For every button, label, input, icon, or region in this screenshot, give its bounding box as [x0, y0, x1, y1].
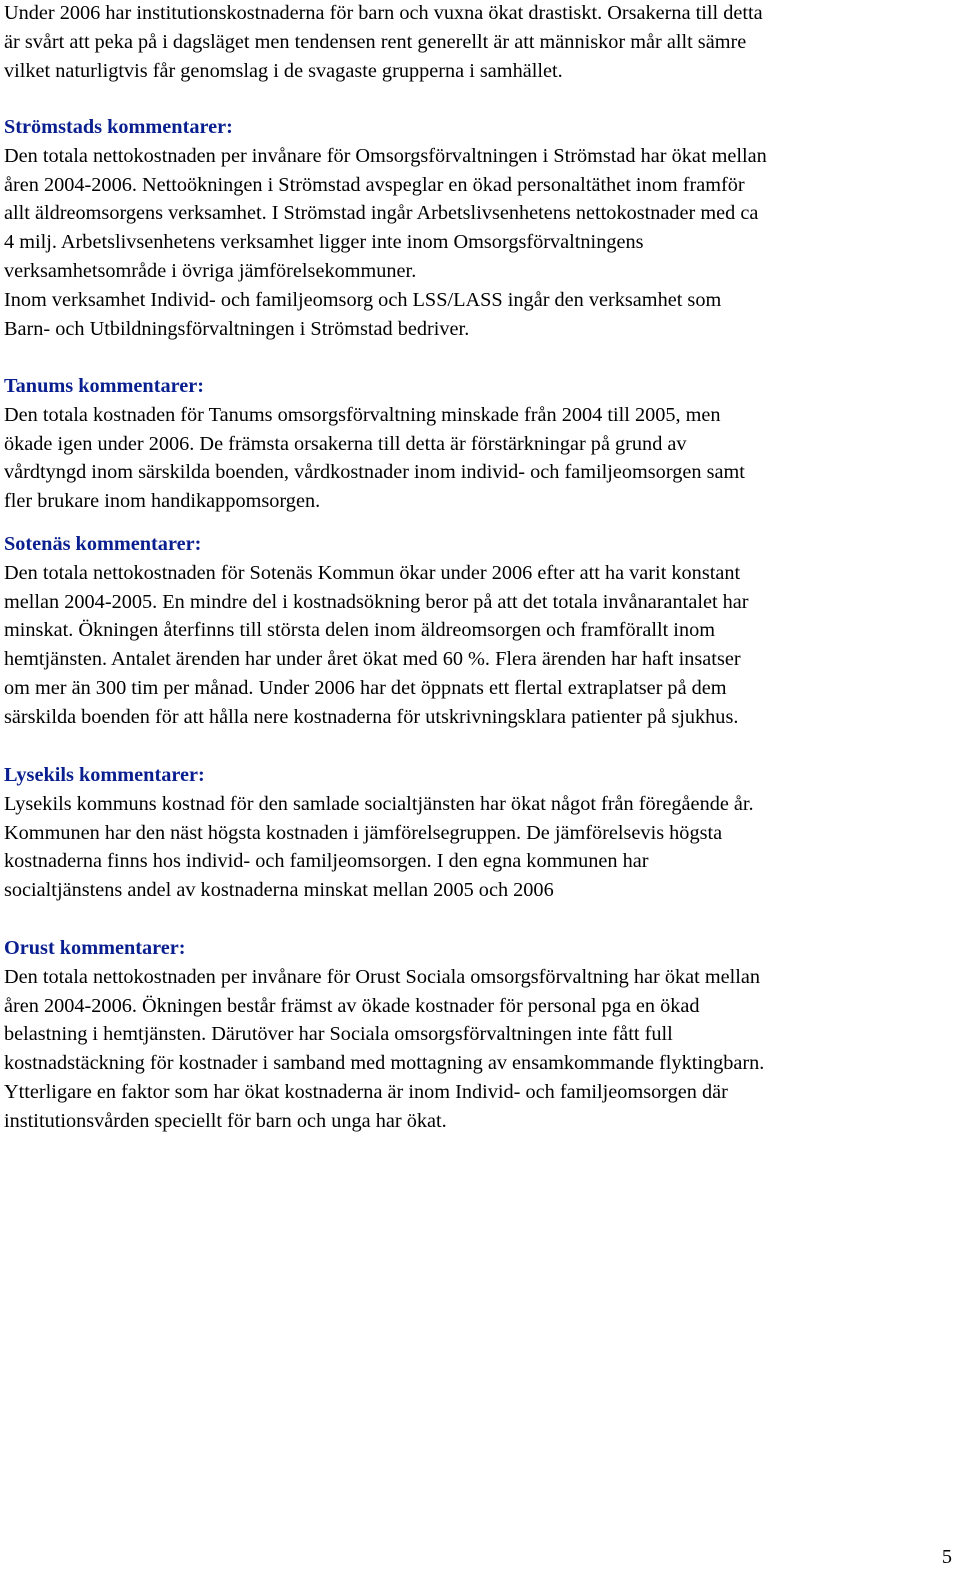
section-sotenas — [4, 530, 954, 732]
intro-paragraph: Under 2006 har institutionskostnaderna för barn och vuxna ökat drastiskt. Orsakerna till detta är svårt att peka på i dagsläget men tendensen rent generellt är att människor mår allt sämre vilket naturligtvis får genomslag i de svagaste grupperna i samhället. — [4, 2, 763, 82]
section-body: Den totala nettokostnaden per invånare för Omsorgsförvaltningen i Strömstad har ökat mellan åren 2004-2006. Nettoökningen i Strömstad avspeglar en ökad personaltäthet inom framför allt äldreomsorgens verksamhet. I Strömstad ingår Arbetslivsenhetens nettokostnader med ca 4 milj. Arbetslivsenhetens verksamhet ligger inte inom Omsorgsförvaltningens verksamhetsområde i övriga jämförelsekommuner. Inom verksamhet Individ- och familjeomsorg och LSS/LASS ingår den verksamhet som Barn- och Utbildningsförvaltningen i Strömstad bedriver. — [4, 144, 767, 340]
section-body: Lysekils kommuns kostnad för den samlade socialtjänsten har ökat något från föregående år. Kommunen har den näst högsta kostnaden i jämförelsegruppen. De jämförelsevis högsta kostnaderna finns hos individ- och familjeomsorgen. I den egna kommunen har socialtjänstens andel av kostnaderna minskat mellan 2005 och 2006 — [4, 792, 754, 902]
section-heading: Orust kommentarer: — [4, 937, 186, 959]
section-body: Den totala kostnaden för Tanums omsorgsförvaltning minskade från 2004 till 2005, men ökade igen under 2006. De främsta orsakerna till detta är förstärkningar på grund av vårdtyngd inom särskilda boenden, vårdkostnader inom individ- och familjeomsorgen samt fler brukare inom handikappomsorgen. — [4, 403, 745, 513]
section-heading: Tanums kommentarer: — [4, 375, 204, 397]
section-body: Den totala nettokostnaden för Sotenäs Kommun ökar under 2006 efter att ha varit konstant mellan 2004-2005. En mindre del i kostnadsökning beror på att det totala invånarantalet har minskat. Ökningen återfinns till största delen inom äldreomsorgen och framförallt inom hemtjänsten. Antalet ärenden har under året ökat med 60 %. Flera ärenden har haft insatser om mer än 300 tim per månad. Under 2006 har det öppnats ett flertal extraplatser på dem särskilda boenden för att hålla nere kostnaderna för utskrivningsklara patienter på sjukhus. — [4, 561, 749, 728]
section-heading: Sotenäs kommentarer: — [4, 533, 202, 555]
section-heading: Strömstads kommentarer: — [4, 116, 233, 138]
section-orust — [4, 934, 954, 1136]
section-lysekil — [4, 761, 954, 905]
section-body: Den totala nettokostnaden per invånare för Orust Sociala omsorgsförvaltning har ökat mellan åren 2004-2006. Ökningen består främst av ökade kostnader för personal pga en ökad belastning i hemtjänsten. Därutöver har Sociala omsorgsförvaltningen inte fått full kostnadstäckning för kostnader i samband med mottagning av ensamkommande flyktingbarn. Ytterligare en faktor som har ökat kostnaderna är inom Individ- och familjeomsorgen där institutionsvården speciellt för barn och unga har ökat. — [4, 965, 765, 1132]
section-heading: Lysekils kommentarer: — [4, 764, 205, 786]
page-number: 5 — [941, 1546, 952, 1568]
section-tanum — [4, 372, 954, 516]
section-stromstad — [4, 113, 954, 343]
